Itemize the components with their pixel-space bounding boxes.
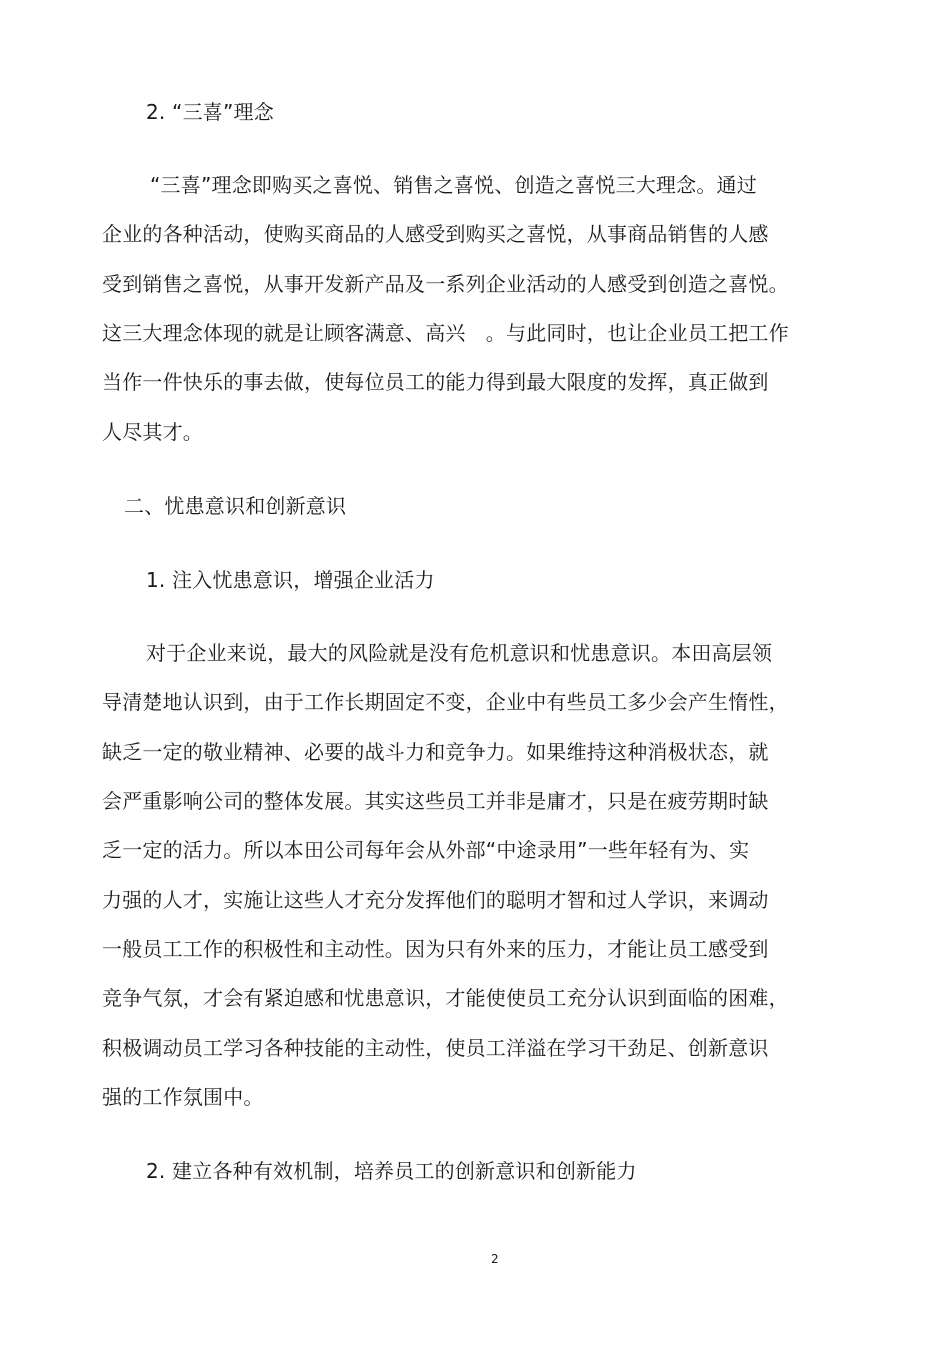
page-number: 2 [491,1252,499,1266]
paragraph-line: 这三大理念体现的就是让顾客满意、高兴 。与此同时，也让企业员工把工作 [102,321,789,345]
paragraph-line: 当作一件快乐的事去做，使每位员工的能力得到最大限度的发挥，真正做到 [102,370,769,394]
paragraph-line: 人尽其才。 [102,420,203,444]
paragraph-line: 竞争气氛，才会有紧迫感和忧患意识，才能使使员工充分认识到面临的困难， [102,986,789,1010]
paragraph-line: 企业的各种活动，使购买商品的人感受到购买之喜悦，从事商品销售的人感 [102,222,769,246]
paragraph-line: 受到销售之喜悦，从事开发新产品及一系列企业活动的人感受到创造之喜悦。 [102,272,789,296]
paragraph-line: 力强的人才，实施让这些人才充分发挥他们的聪明才智和过人学识，来调动 [102,888,769,912]
paragraph-line: 会严重影响公司的整体发展。其实这些员工并非是庸才，只是在疲劳期时缺 [102,789,769,813]
paragraph-line: 积极调动员工学习各种技能的主动性，使员工洋溢在学习干劲足、创新意识 [102,1036,769,1060]
paragraph-line: 一般员工工作的积极性和主动性。因为只有外来的压力，才能让员工感受到 [102,937,769,961]
subheading-youhuan: 1. 注入忧患意识，增强企业活力 [146,568,435,592]
paragraph-line: 强的工作氛围中。 [102,1085,264,1109]
paragraph-line: 缺乏一定的敬业精神、必要的战斗力和竞争力。如果维持这种消极状态，就 [102,740,769,764]
paragraph-line: 乏一定的活力。所以本田公司每年会从外部“中途录用”一些年轻有为、实 [102,838,750,862]
subheading-innovation: 2. 建立各种有效机制，培养员工的创新意识和创新能力 [146,1159,637,1183]
paragraph-line: “三喜”理念即购买之喜悦、销售之喜悦、创造之喜悦三大理念。通过 [150,173,757,197]
paragraph-line: 对于企业来说，最大的风险就是没有危机意识和忧患意识。本田高层领 [146,641,773,665]
paragraph-line: 导清楚地认识到，由于工作长期固定不变，企业中有些员工多少会产生惰性， [102,690,789,714]
section-title: 二、忧患意识和创新意识 [124,494,347,518]
heading-sanxi-concept: 2. “三喜”理念 [146,100,274,124]
